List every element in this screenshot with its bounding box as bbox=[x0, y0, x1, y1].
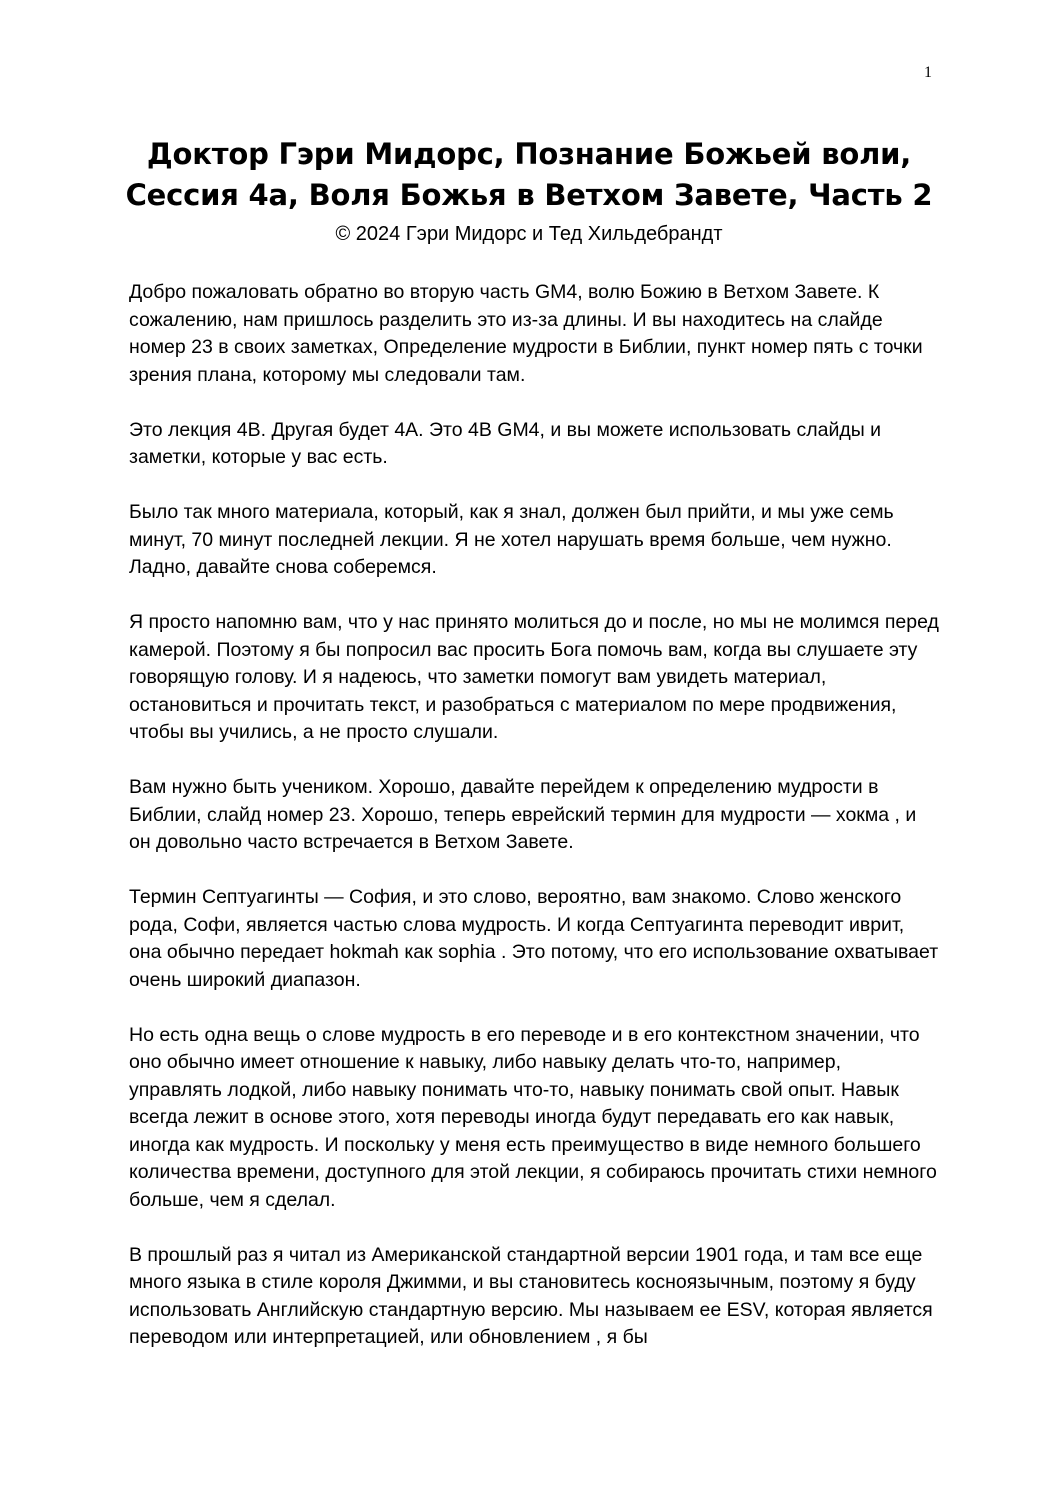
paragraph-7: Но есть одна вещь о слове мудрость в его переводе и в его контекстном значении, что оно обычно имеет отношение к навыку, либо навыку делать что-то, например, управлять лодкой, либо навыку понимать что-то, навыку понимать свой опыт. Навык всегда лежит в основе этого, хотя переводы иногда будут передавать его как навык, иногда как мудрость. И поскольку у меня есть преимущество в виде немного большего количества времени, доступного для этой лекции, я собираюсь прочитать стихи немного больше, чем я сделал. bbox=[129, 1023, 937, 1211]
paragraph-1: Добро пожаловать обратно во вторую часть GM4, волю Божию в Ветхом Завете. К сожалению, нам пришлось разделить это из-за длины. И вы находитесь на слайде номер 23 в своих заметках, Определение мудрости в Библии, пункт номер пять с точки зрения плана, которому мы следовали там. bbox=[129, 281, 923, 386]
paragraph-8: В прошлый раз я читал из Американской стандартной версии 1901 года, и там все еще много языка в стиле короля Джимми, и вы становитесь косноязычным, поэтому я буду использовать Английскую стандартную версию. Мы называем ее ESV, которая является переводом или интерпретацией, или обновлением , я бы bbox=[129, 1243, 933, 1348]
document-title bbox=[0, 134, 1058, 216]
document-body bbox=[129, 279, 939, 1379]
paragraph-4: Я просто напомню вам, что у нас принято молиться до и после, но мы не молимся перед камерой. Поэтому я бы попросил вас просить Бога помочь вам, когда вы слушаете эту говорящую голову. И я надеюсь, что заметки помогут вам увидеть материал, остановиться и прочитать текст, и разобраться с материалом по мере продвижения, чтобы вы учились, а не просто слушали. bbox=[129, 611, 939, 743]
copyright-line: © 2024 Гэри Мидорс и Тед Хильдебрандт bbox=[335, 223, 723, 245]
paragraph-2: Это лекция 4B. Другая будет 4A. Это 4B GM4, и вы можете использовать слайды и заметки, которые у вас есть. bbox=[129, 418, 882, 468]
paragraph-3: Было так много материала, который, как я знал, должен был прийти, и мы уже семь минут, 70 минут последней лекции. Я не хотел нарушать время больше, чем нужно. Ладно, давайте снова соберемся. bbox=[129, 501, 894, 578]
page-number: 1 bbox=[924, 64, 932, 81]
paragraph-6: Термин Септуагинты — София, и это слово, вероятно, вам знакомо. Слово женского рода, Софи, является частью слова мудрость. И когда Септуагинта переводит иврит, она обычно передает hokmah как sophia . Это потому, что его использование охватывает очень широкий диапазон. bbox=[129, 886, 939, 991]
title-line-1: Доктор Гэри Мидорс, Познание Божьей воли, bbox=[146, 137, 912, 171]
paragraph-5: Вам нужно быть учеником. Хорошо, давайте перейдем к определению мудрости в Библии, слайд номер 23. Хорошо, теперь еврейский термин для мудрости — хокма , и он довольно часто встречается в Ветхом Завете. bbox=[129, 776, 917, 853]
title-line-2: Сессия 4а, Воля Божья в Ветхом Завете, Часть 2 bbox=[125, 178, 933, 212]
